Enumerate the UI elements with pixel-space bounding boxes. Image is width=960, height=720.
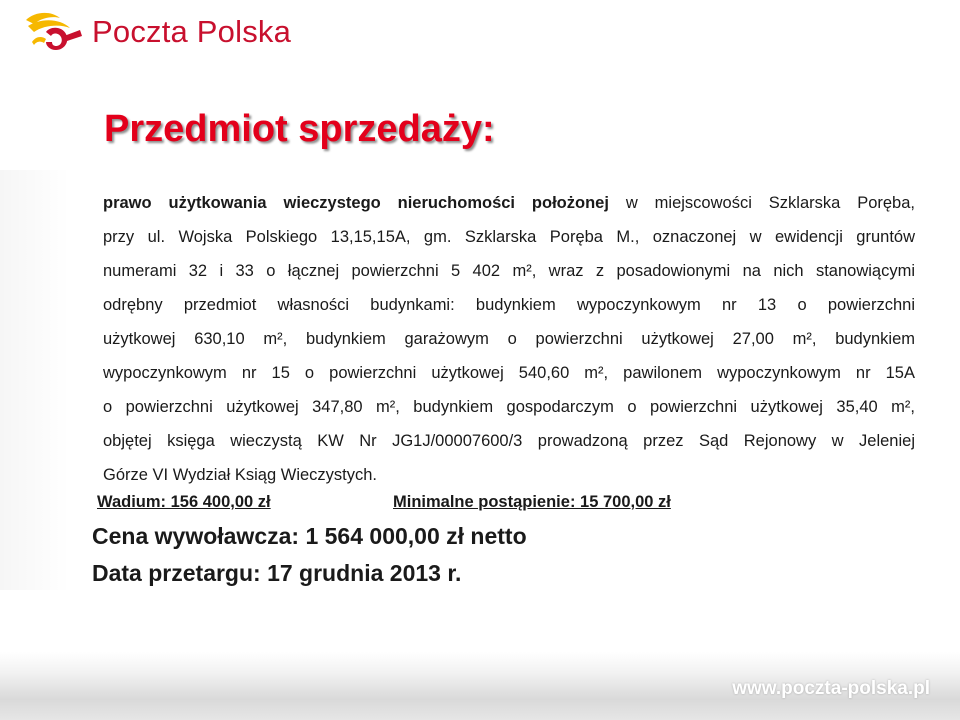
sale-description bbox=[103, 188, 915, 494]
description-line bbox=[103, 392, 915, 426]
minimum-increment: Minimalne postąpienie: 15 700,00 zł bbox=[393, 493, 671, 511]
description-text: wypoczynkowym nr 15 o powierzchni użytkowej 540,60 m², pawilonem wypoczynkowym nr 15A bbox=[103, 364, 915, 382]
left-shade-decoration bbox=[0, 170, 70, 590]
wadium-amount: Wadium: 156 400,00 zł bbox=[97, 493, 271, 511]
description-line bbox=[103, 222, 915, 256]
description-text: Górze VI Wydział Ksiąg Wieczystych. bbox=[103, 466, 378, 484]
description-text: w miejscowości Szklarska Poręba, bbox=[608, 194, 915, 212]
description-text: przy ul. Wojska Polskiego 13,15,15A, gm. Szklarska Poręba M., oznaczonej w ewidencji gruntów bbox=[103, 228, 915, 246]
description-text: o powierzchni użytkowej 347,80 m², budynkiem gospodarczym o powierzchni użytkowej 35,40 m², bbox=[103, 398, 915, 416]
description-line bbox=[103, 426, 915, 460]
brand-name: Poczta Polska bbox=[92, 14, 292, 49]
post-horn-logo-icon bbox=[20, 6, 86, 58]
description-line bbox=[103, 290, 915, 324]
starting-price: Cena wywoławcza: 1 564 000,00 zł netto bbox=[92, 523, 527, 549]
description-line bbox=[103, 358, 915, 392]
auction-terms bbox=[0, 493, 960, 519]
description-line bbox=[103, 256, 915, 290]
poczta-polska-logo bbox=[20, 4, 291, 60]
description-text: odrębny przedmiot własności budynkami: budynkiem wypoczynkowym nr 13 o powierzchni bbox=[103, 296, 915, 314]
description-text: numerami 32 i 33 o łącznej powierzchni 5 402 m², wraz z posadowionymi na nich stanowiącymi bbox=[103, 262, 915, 280]
footer-url: www.poczta-polska.pl bbox=[732, 678, 930, 699]
description-line bbox=[103, 460, 915, 494]
footer-band bbox=[0, 652, 960, 720]
description-bold-text: prawo użytkowania wieczystego nieruchomości położonej bbox=[103, 194, 609, 212]
description-line bbox=[103, 324, 915, 358]
slide-title: Przedmiot sprzedaży: bbox=[104, 108, 495, 150]
description-text: użytkowej 630,10 m², budynkiem garażowym o powierzchni użytkowej 27,00 m², budynkiem bbox=[103, 330, 915, 348]
description-text: objętej księga wieczystą KW Nr JG1J/00007600/3 prowadzoną przez Sąd Rejonowy w Jeleniej bbox=[103, 432, 915, 450]
description-line bbox=[103, 188, 915, 222]
auction-date: Data przetargu: 17 grudnia 2013 r. bbox=[92, 560, 462, 586]
